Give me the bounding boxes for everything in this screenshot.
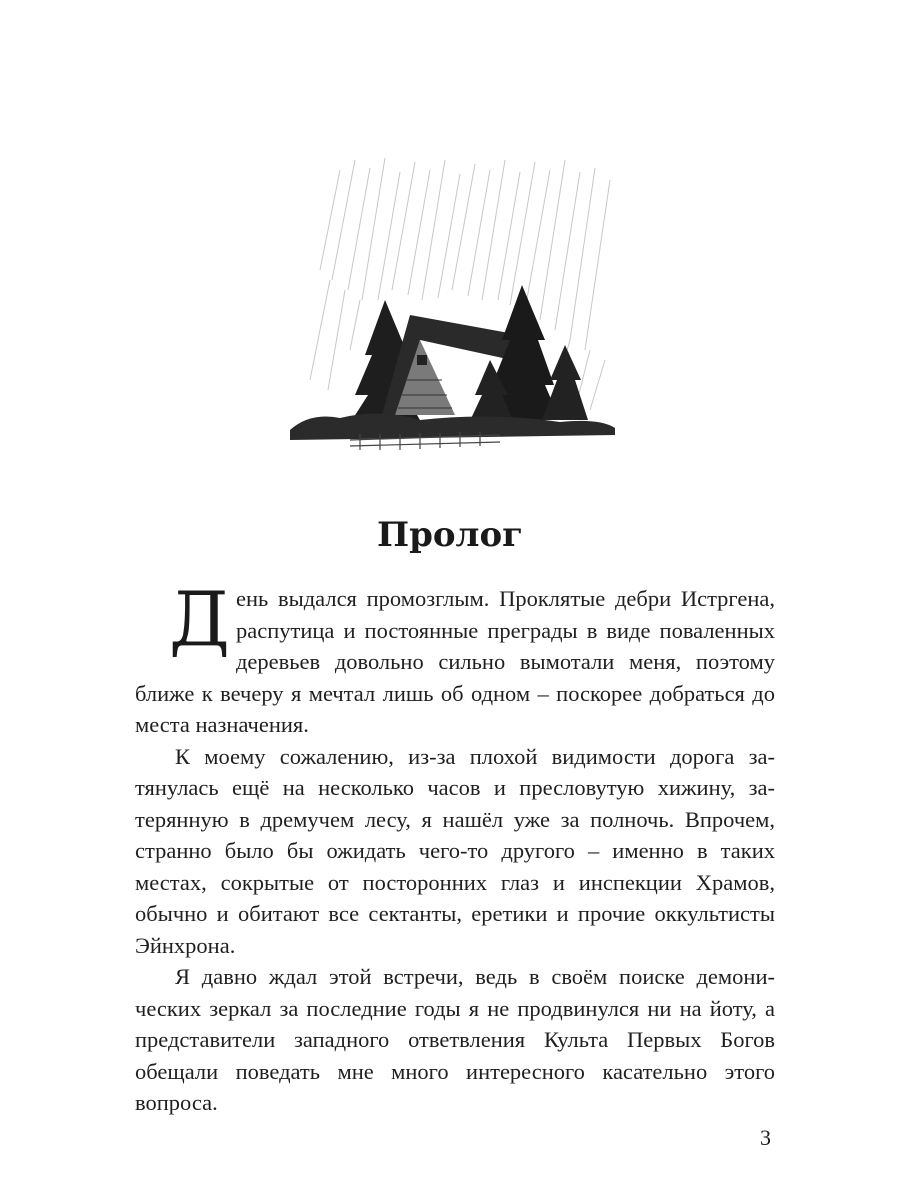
drop-cap: Д <box>169 575 230 663</box>
paragraph-1 <box>135 575 775 741</box>
body-text <box>135 575 775 1119</box>
paragraph-text: ень выдался промозглым. Проклятые дебри Истргена, распутица и постоянные преграды в виде поваленных деревьев довольно сильно вымотали меня, поэтому ближе к вечеру я мечтал лишь об одном – поскорее добраться до места назначения. <box>135 586 775 737</box>
paragraph-3: Я давно ждал этой встречи, ведь в своём поиске демонических зеркал за последние годы я не продвинулся ни на йоту, а представители западного ответвления Культа Первых Богов обещали поведать мне много интересного касательно этого вопроса. <box>135 964 775 1115</box>
cabin-in-rain-illustration <box>270 150 640 460</box>
paragraph-2: К моему сожалению, из-за плохой видимости дорога затянулась ещё на несколько часов и пресловутую хижину, затерянную в дремучем лесу, я нашёл уже за полночь. Впрочем, странно было бы ожидать чего-то другого – именно в таких местах, сокрытые от посторонних глаз и инспекции Храмов, обычно и обитают все сектанты, еретики и прочие оккультисты Эйнхрона. <box>135 743 775 958</box>
cabin-window <box>417 355 427 365</box>
page-number: 3 <box>760 1125 771 1150</box>
chapter-title: Пролог <box>376 515 524 555</box>
